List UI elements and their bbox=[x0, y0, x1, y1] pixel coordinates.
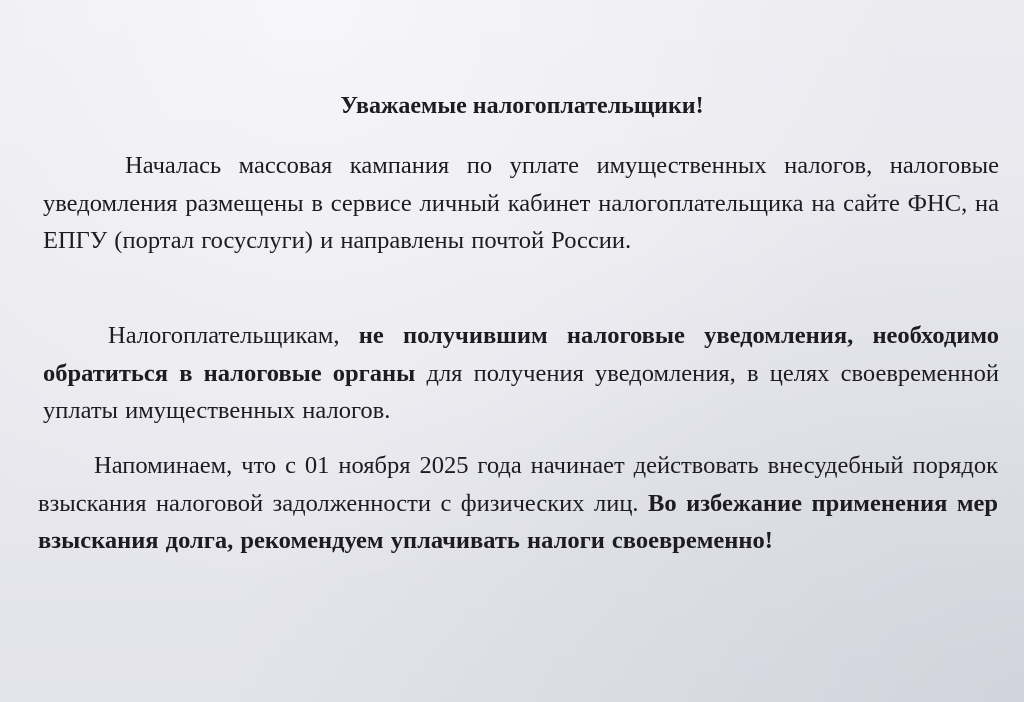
paragraph-no-notice-tail: для получения уведомления, в целях своевременной уплаты имущественных налогов. bbox=[43, 359, 999, 424]
notice-title: Уважаемые налогоплательщики! bbox=[340, 93, 704, 119]
paragraph-campaign: Началась массовая кампания по уплате имущественных налогов, налоговые уведомления размещены в сервисе личный кабинет налогоплательщика на сайте ФНС, на ЕПГУ (портал госуслуги) и направлены почтой России. bbox=[43, 152, 999, 254]
paragraph-reminder-bold: Во избежание применения мер взыскания долга, рекомендуем уплачивать налоги своевременно! bbox=[38, 489, 999, 554]
paragraph-no-notice bbox=[43, 317, 999, 430]
paragraph-reminder-lead: Напоминаем, что с 01 ноября 2025 года начинает действовать внесудебный порядок взыскания налоговой задолженности с физических лиц. bbox=[38, 452, 998, 517]
paragraph-no-notice-bold: не получившим налоговые уведомления, необходимо обратиться в налоговые органы bbox=[43, 322, 999, 387]
paragraph-reminder bbox=[38, 447, 998, 560]
paragraph-no-notice-lead: Налогоплательщикам, bbox=[108, 322, 359, 349]
